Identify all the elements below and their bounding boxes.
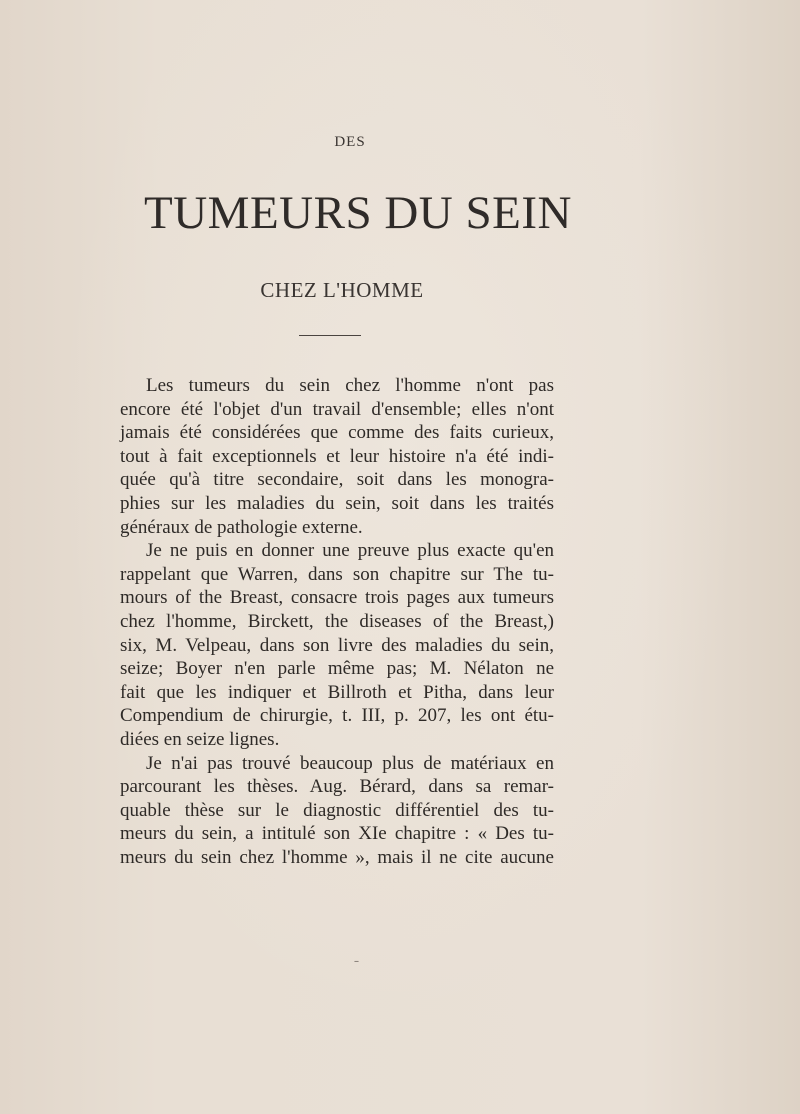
- heading-small: DES: [334, 134, 366, 150]
- text-line: meurs du sein chez l'homme », mais il ne cite aucune: [120, 846, 554, 868]
- body-text: [120, 374, 554, 869]
- title-divider: [299, 335, 361, 336]
- text-line: mours of the Breast, consacre trois pages aux tumeurs: [120, 587, 554, 609]
- text-line: phies sur les maladies du sein, soit dans les traités: [120, 492, 554, 514]
- text-line: meurs du sein, a intitulé son XIe chapitre : « Des tu-: [120, 823, 554, 845]
- text-line: Compendium de chirurgie, t. III, p. 207, les ont étu-: [120, 705, 554, 727]
- ink-speck: –: [354, 956, 359, 967]
- page-subtitle: CHEZ L'HOMME: [260, 278, 424, 302]
- text-line: quable thèse sur le diagnostic différentiel des tu-: [120, 799, 554, 821]
- text-line: six, M. Velpeau, dans son livre des maladies du sein,: [120, 634, 554, 656]
- text-line: seize; Boyer n'en parle même pas; M. Nélaton ne: [120, 658, 554, 680]
- text-line: encore été l'objet d'un travail d'ensemble; elles n'ont: [120, 398, 554, 420]
- text-line: Je n'ai pas trouvé beaucoup plus de matériaux en: [146, 752, 554, 774]
- text-line: Je ne puis en donner une preuve plus exacte qu'en: [146, 540, 554, 562]
- text-line: Les tumeurs du sein chez l'homme n'ont pas: [146, 375, 554, 396]
- text-line: généraux de pathologie externe.: [120, 516, 363, 538]
- text-line: tout à fait exceptionnels et leur histoire n'a été indi-: [120, 445, 554, 467]
- text-line: jamais été considérées que comme des faits curieux,: [120, 422, 554, 444]
- text-line: chez l'homme, Birckett, the diseases of the Breast,): [120, 610, 554, 632]
- text-line: parcourant les thèses. Aug. Bérard, dans sa remar-: [120, 776, 554, 798]
- text-line: fait que les indiquer et Billroth et Pitha, dans leur: [120, 681, 554, 703]
- text-line: diées en seize lignes.: [120, 728, 280, 750]
- text-line: rappelant que Warren, dans son chapitre sur The tu-: [120, 563, 554, 585]
- text-line: quée qu'à titre secondaire, soit dans les monogra-: [120, 469, 554, 491]
- page-title: TUMEURS DU SEIN: [144, 187, 572, 239]
